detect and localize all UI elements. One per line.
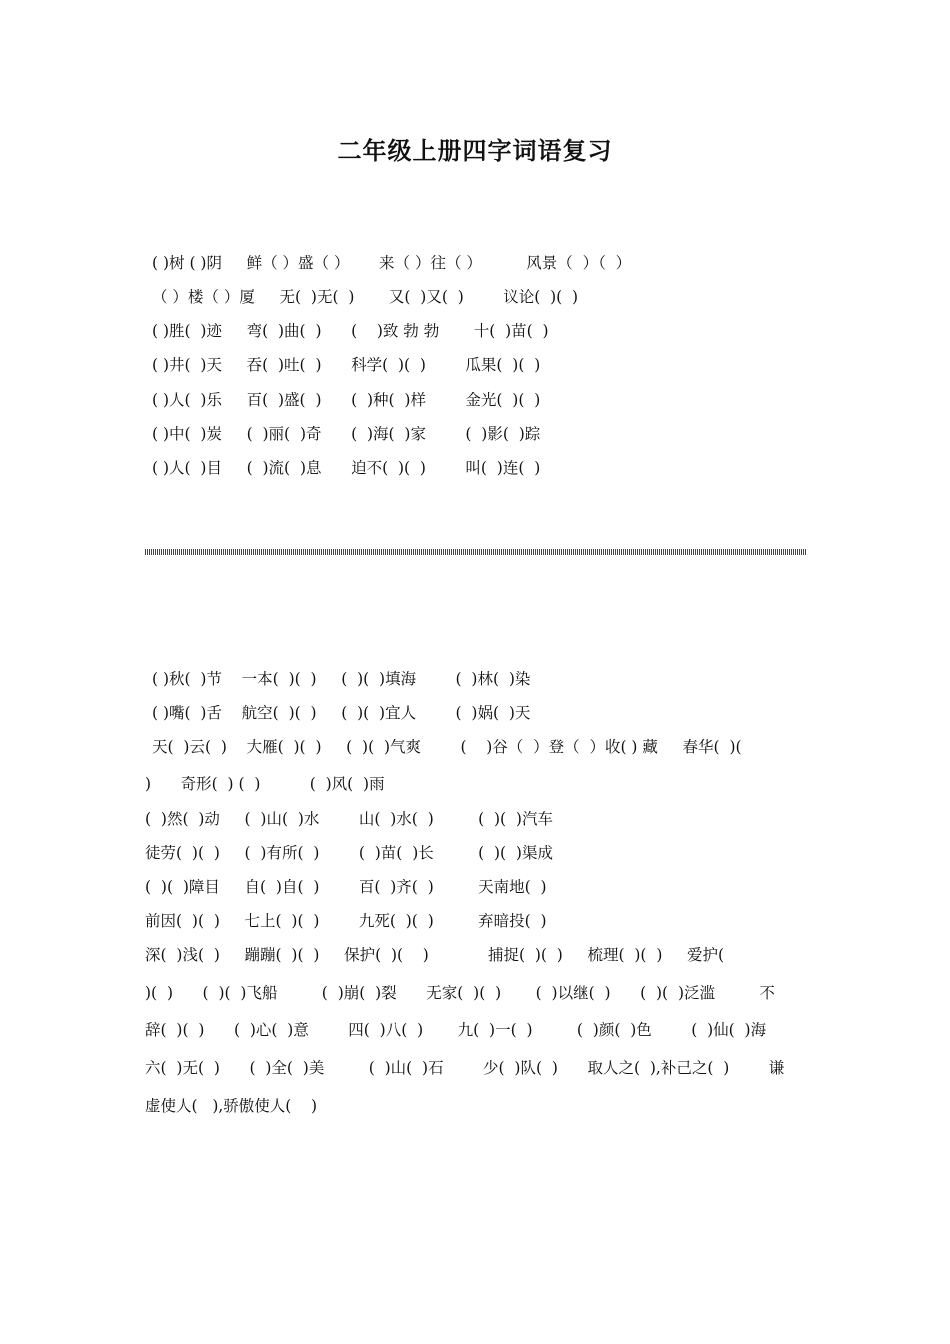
- exercise-line: ( )( )障目 自( )自( ) 百( )齐( ) 天南地( ): [145, 878, 547, 896]
- exercise-line: 天( )云( ) 大雁( )( ) ( )( )气爽 ( )谷（ ）登（ ）收( ) 藏 春华( )(: [152, 738, 742, 756]
- exercise-line: ) 奇形( ) ( ) ( )风( )雨: [145, 775, 385, 793]
- exercise-line: ( )人( )目 ( )流( )息 迫不( )( ) 叫( )连( ): [152, 459, 541, 477]
- page-title: 二年级上册四字词语复习: [337, 136, 613, 165]
- exercise-line: ( )然( )动 ( )山( )水 山( )水( ) ( )( )汽车: [145, 810, 553, 828]
- exercise-line: ( )井( )天 吞( )吐( ) 科学( )( ) 瓜果( )( ): [152, 356, 541, 374]
- exercise-line: ( )人( )乐 百( )盛( ) ( )种( )样 金光( )( ): [152, 391, 541, 409]
- exercise-line: 辞( )( ) ( )心( )意 四( )八( ) 九( )一( ) ( )颜( )色 ( )仙( )海: [145, 1021, 767, 1039]
- exercise-line: ( )胜( )迹 弯( )曲( ) ( )致 勃 勃 十( )苗( ): [152, 322, 549, 340]
- exercise-line: 前因( )( ) 七上( )( ) 九死( )( ) 弃暗投( ): [145, 912, 547, 930]
- exercise-line: ( )中( )炭 ( )丽( )奇 ( )海( )家 ( )影( )踪: [152, 425, 541, 443]
- exercise-line: 六( )无( ) ( )全( )美 ( )山( )石 少( )队( ) 取人之( ),补己之( ) 谦: [145, 1059, 785, 1077]
- exercise-line: ( )嘴( )舌 航空( )( ) ( )( )宜人 ( )娲( )天: [152, 704, 531, 722]
- exercise-line: 虚使人( ),骄傲使人( ): [145, 1097, 318, 1115]
- exercise-line: 徒劳( )( ) ( )有所( ) ( )苗( )长 ( )( )渠成: [145, 844, 553, 862]
- exercise-line: ( )树 ( )阴 鲜（ ）盛（ ） 来（ ）往（ ） 风景（ ）（ ）: [152, 254, 632, 272]
- exercise-line: 深( )浅( ) 蹦蹦( )( ) 保护( )( ) 捕捉( )( ) 梳理( )( ) 爱护(: [145, 946, 725, 964]
- exercise-line: （ ）楼（ ）厦 无( )无( ) 又( )又( ) 议论( )( ): [152, 288, 579, 306]
- section-divider: [145, 549, 807, 555]
- exercise-line: )( ) ( )( )飞船 ( )崩( )裂 无家( )( ) ( )以继( ) ( )( )泛滥 不: [145, 984, 775, 1002]
- exercise-line: ( )秋( )节 一本( )( ) ( )( )填海 ( )林( )染: [152, 670, 531, 688]
